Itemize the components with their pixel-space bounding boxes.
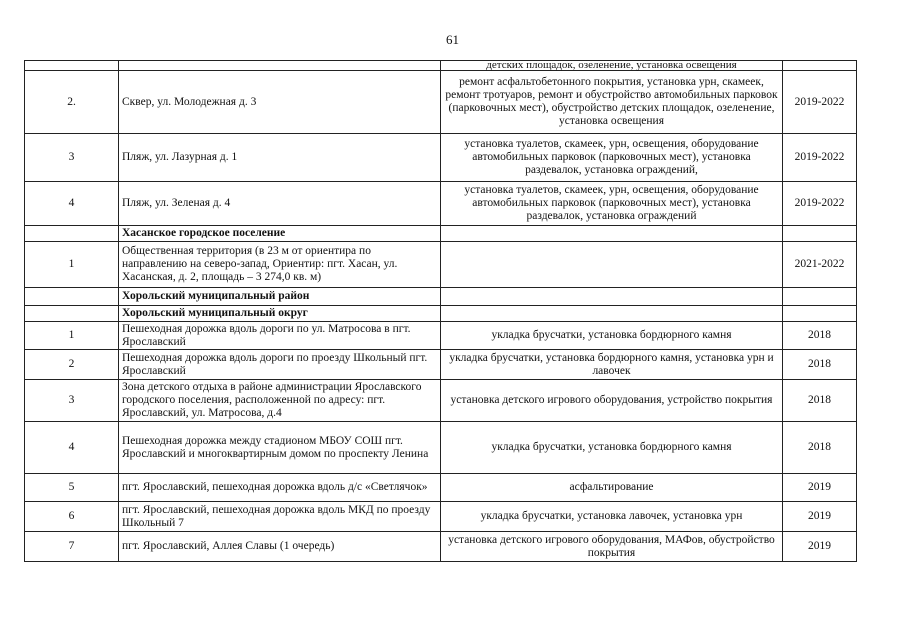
table-row: [25, 474, 857, 502]
section-title: Хорольский муниципальный округ: [119, 306, 441, 322]
row-number: [25, 226, 119, 242]
territory-name: Пляж, ул. Зеленая д. 4: [119, 182, 441, 226]
table-row: [25, 502, 857, 532]
table-row: [25, 532, 857, 562]
period: 2018: [783, 322, 857, 350]
territory-name: Пешеходная дорожка между стадионом МБОУ СОШ пгт. Ярославский и многоквартирным домом по проспекту Ленина: [119, 422, 441, 474]
work-description: детских площадок, озеленение, установка освещения: [441, 61, 783, 71]
table-row: [25, 134, 857, 182]
period: 2019: [783, 502, 857, 532]
work-description: [441, 306, 783, 322]
row-number: 2: [25, 350, 119, 380]
row-number: [25, 288, 119, 306]
work-description: [441, 288, 783, 306]
improvement-table: [24, 60, 857, 562]
territory-name: Пешеходная дорожка вдоль дороги по ул. Матросова в пгт. Ярославский: [119, 322, 441, 350]
row-number: 7: [25, 532, 119, 562]
row-number: 3: [25, 380, 119, 422]
work-description: укладка брусчатки, установка бордюрного камня: [441, 322, 783, 350]
table-row: [25, 182, 857, 226]
period: 2018: [783, 422, 857, 474]
work-description: укладка брусчатки, установка лавочек, установка урн: [441, 502, 783, 532]
row-number: 6: [25, 502, 119, 532]
row-number: 4: [25, 422, 119, 474]
work-description: [441, 242, 783, 288]
period: [783, 306, 857, 322]
work-description: установка туалетов, скамеек, урн, освещения, оборудование автомобильных парковок (парковочных мест), установка раздевалок, установка ограждений,: [441, 134, 783, 182]
period: 2019: [783, 532, 857, 562]
work-description: асфальтирование: [441, 474, 783, 502]
row-number: [25, 306, 119, 322]
period: [783, 288, 857, 306]
territory-name: [119, 61, 441, 71]
table-row: [25, 422, 857, 474]
row-number: 1: [25, 322, 119, 350]
territory-name: Пляж, ул. Лазурная д. 1: [119, 134, 441, 182]
table-row: [25, 350, 857, 380]
section-row: [25, 306, 857, 322]
section-title: Хорольский муниципальный район: [119, 288, 441, 306]
period: 2019-2022: [783, 71, 857, 134]
period: 2019: [783, 474, 857, 502]
territory-name: пгт. Ярославский, Аллея Славы (1 очередь): [119, 532, 441, 562]
work-description: ремонт асфальтобетонного покрытия, установка урн, скамеек, ремонт тротуаров, ремонт и обустройство автомобильных парковок (парковочных мест), обустройство детских площадок, озеленение, установка освещения: [441, 71, 783, 134]
table-row: [25, 71, 857, 134]
table-row: [25, 380, 857, 422]
work-description: укладка брусчатки, установка бордюрного камня: [441, 422, 783, 474]
period: [783, 226, 857, 242]
row-number: 4: [25, 182, 119, 226]
territory-name: Сквер, ул. Молодежная д. 3: [119, 71, 441, 134]
period: 2018: [783, 380, 857, 422]
row-number: 3: [25, 134, 119, 182]
territory-name: Общественная территория (в 23 м от ориентира по направлению на северо-запад, Ориентир: пгт. Хасан, ул. Хасанская, д. 2, площадь – 3 274,0 кв. м): [119, 242, 441, 288]
work-description: установка детского игрового оборудования, МАФов, обустройство покрытия: [441, 532, 783, 562]
period: 2021-2022: [783, 242, 857, 288]
row-number: [25, 61, 119, 71]
table-row: [25, 242, 857, 288]
row-number: 2.: [25, 71, 119, 134]
territory-name: пгт. Ярославский, пешеходная дорожка вдоль МКД по проезду Школьный 7: [119, 502, 441, 532]
work-description: установка детского игрового оборудования, устройство покрытия: [441, 380, 783, 422]
table-row: [25, 61, 857, 71]
table-row: [25, 322, 857, 350]
territory-name: Пешеходная дорожка вдоль дороги по проезду Школьный пгт. Ярославский: [119, 350, 441, 380]
section-title: Хасанское городское поселение: [119, 226, 441, 242]
work-description: установка туалетов, скамеек, урн, освещения, оборудование автомобильных парковок (парковочных мест), установка раздевалок, установка ограждений: [441, 182, 783, 226]
row-number: 5: [25, 474, 119, 502]
period: 2018: [783, 350, 857, 380]
page-number: 61: [446, 32, 459, 47]
territory-name: Зона детского отдыха в районе администрации Ярославского городского поселения, расположенной по адресу: пгт. Ярославский, ул. Матросова, д.4: [119, 380, 441, 422]
period: [783, 61, 857, 71]
section-row: [25, 226, 857, 242]
period: 2019-2022: [783, 182, 857, 226]
territory-name: пгт. Ярославский, пешеходная дорожка вдоль д/с «Светлячок»: [119, 474, 441, 502]
work-description: [441, 226, 783, 242]
work-description: укладка брусчатки, установка бордюрного камня, установка урн и лавочек: [441, 350, 783, 380]
row-number: 1: [25, 242, 119, 288]
period: 2019-2022: [783, 134, 857, 182]
section-row: [25, 288, 857, 306]
